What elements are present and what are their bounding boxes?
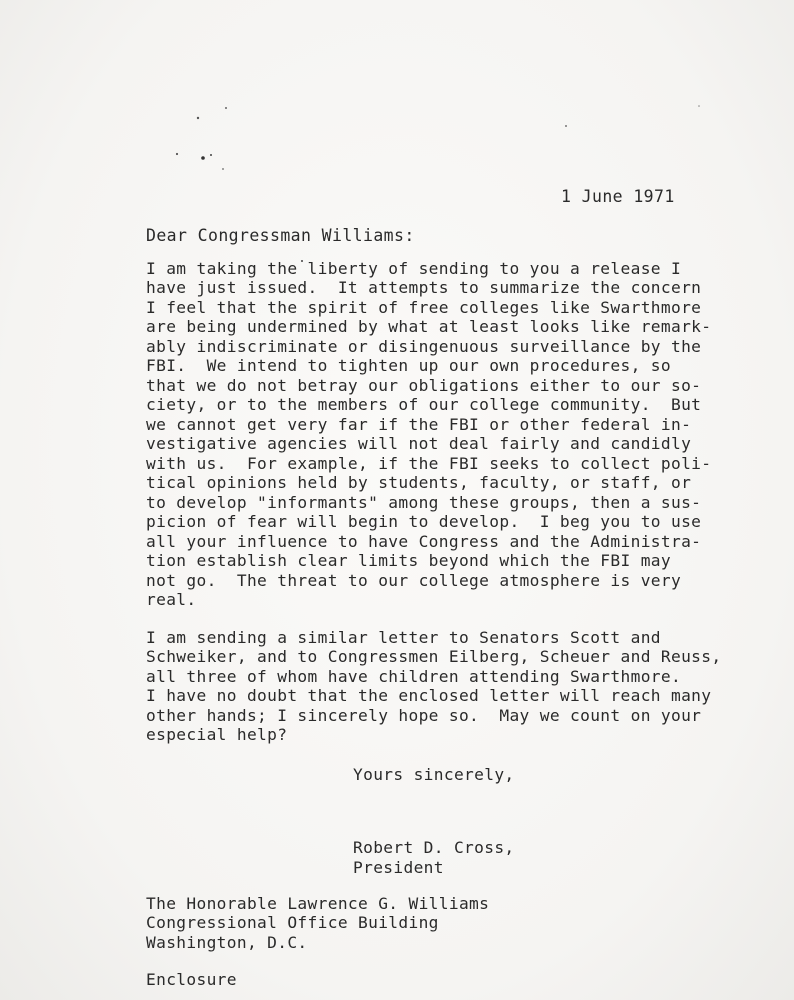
body-line: have just issued. It attempts to summarize the concern (146, 278, 702, 297)
body-line: to develop "informants" among these groups, then a sus- (146, 493, 702, 512)
body-line: not go. The threat to our college atmosphere is very (146, 571, 682, 590)
body-line: picion of fear will begin to develop. I beg you to use (146, 512, 702, 531)
body-line: I am taking the liberty of sending to you a release I (146, 259, 682, 278)
body-line: other hands; I sincerely hope so. May we count on your (146, 706, 702, 725)
body-line: we cannot get very far if the FBI or other federal in- (146, 415, 692, 434)
body-line: FBI. We intend to tighten up our own procedures, so (146, 356, 671, 375)
body-line: especial help? (146, 725, 288, 744)
address-line: Washington, D.C. (146, 933, 308, 952)
body-line: ably indiscriminate or disingenuous surveillance by the (146, 337, 702, 356)
body-line: that we do not betray our obligations either to our so- (146, 376, 702, 395)
letter-date: 1 June 1971 (561, 187, 675, 206)
body-line: Schweiker, and to Congressmen Eilberg, Scheuer and Reuss, (146, 647, 722, 666)
body-line: tical opinions held by students, faculty, or staff, or (146, 473, 692, 492)
body-line: real. (146, 590, 197, 609)
body-line: I have no doubt that the enclosed letter will reach many (146, 686, 712, 705)
body-line: ciety, or to the members of our college community. But (146, 395, 702, 414)
salutation: Dear Congressman Williams: (146, 226, 415, 245)
body-line: all your influence to have Congress and the Administra- (146, 532, 702, 551)
signer-title: President (353, 858, 444, 877)
body-line: with us. For example, if the FBI seeks to collect poli- (146, 454, 712, 473)
body-line: vestigative agencies will not deal fairly and candidly (146, 434, 692, 453)
body-line: tion establish clear limits beyond which the FBI may (146, 551, 671, 570)
body-line: all three of whom have children attending Swarthmore. (146, 667, 682, 686)
body-line: are being undermined by what at least looks like remark- (146, 317, 712, 336)
enclosure-note: Enclosure (146, 970, 237, 989)
signer-name: Robert D. Cross, (353, 838, 515, 857)
address-line: Congressional Office Building (146, 913, 439, 932)
body-line: I am sending a similar letter to Senators Scott and (146, 628, 661, 647)
body-line: I feel that the spirit of free colleges like Swarthmore (146, 298, 702, 317)
address-line: The Honorable Lawrence G. Williams (146, 894, 490, 913)
closing: Yours sincerely, (353, 765, 515, 784)
